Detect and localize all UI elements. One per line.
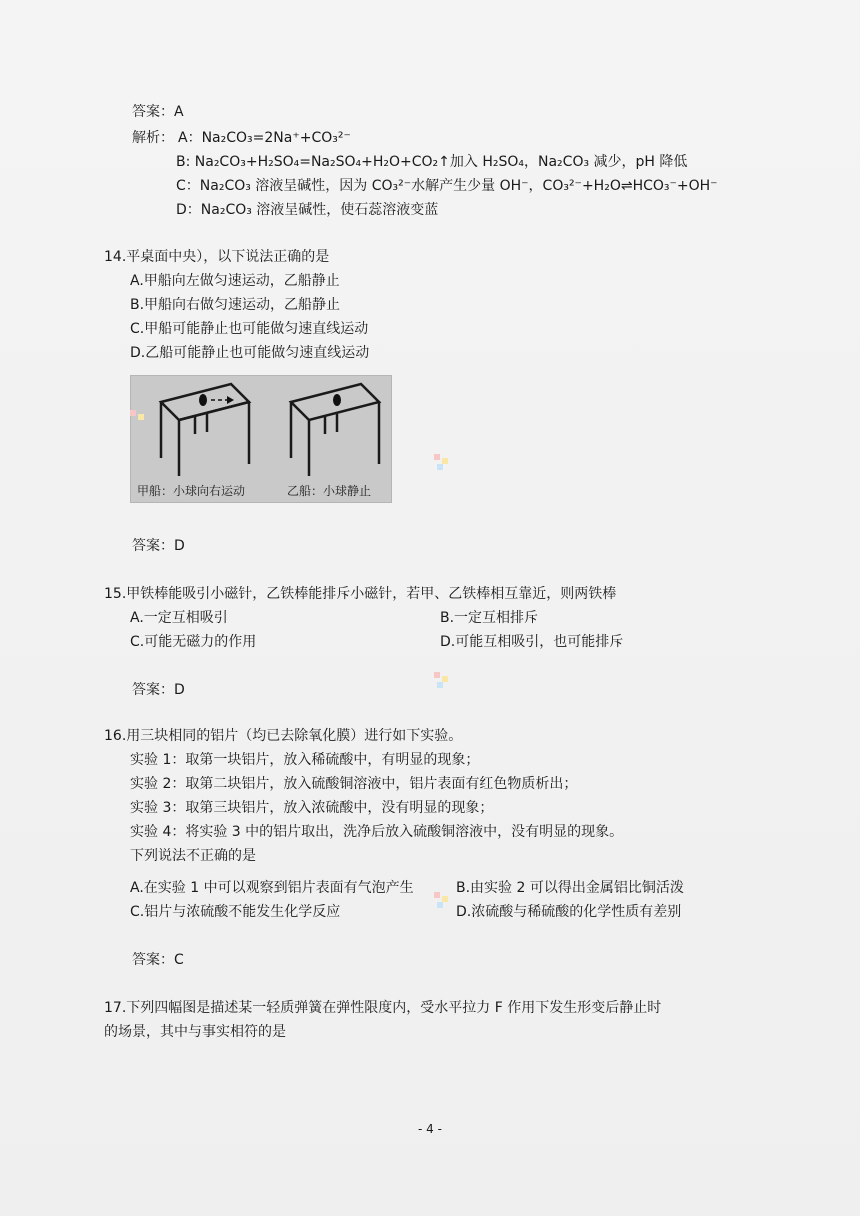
- q16-option-c: C.铝片与浓硫酸不能发生化学反应: [130, 904, 341, 920]
- q13-analysis-b: B: Na₂CO₃+H₂SO₄=Na₂SO₄+H₂O+CO₂↑加入 H₂SO₄，Na₂CO₃ 减少，pH 降低: [176, 154, 688, 170]
- q13-analysis-a: A：Na₂CO₃=2Na⁺+CO₃²⁻: [178, 130, 351, 146]
- q13-analysis-d: D：Na₂CO₃ 溶液呈碱性，使石蕊溶液变蓝: [176, 202, 439, 218]
- q15-option-d: D.可能互相吸引，也可能排斥: [440, 634, 624, 650]
- q15-option-b: B.一定互相排斥: [440, 610, 539, 626]
- q16-experiment-2: 实验 2：取第二块铝片，放入硫酸铜溶液中，铝片表面有红色物质析出；: [130, 776, 578, 792]
- q14-option-a: A.甲船向左做匀速运动，乙船静止: [130, 273, 340, 289]
- q15-stem: 15.甲铁棒能吸引小磁针，乙铁棒能排斥小磁针，若甲、乙铁棒相互靠近，则两铁棒: [104, 586, 617, 602]
- q15-option-a: A.一定互相吸引: [130, 610, 228, 626]
- q14-option-d: D.乙船可能静止也可能做匀速直线运动: [130, 345, 370, 361]
- watermark-speck: [432, 890, 454, 912]
- q14-option-c: C.甲船可能静止也可能做匀速直线运动: [130, 321, 369, 337]
- q17-stem-line2: 的场景，其中与事实相符的是: [104, 1024, 286, 1040]
- q14-figure-caption-left: 甲船：小球向右运动: [137, 484, 246, 498]
- q14-option-b: B.甲船向右做匀速运动，乙船静止: [130, 297, 341, 313]
- q15-option-c: C.可能无磁力的作用: [130, 634, 257, 650]
- q16-option-d: D.浓硫酸与稀硫酸的化学性质有差别: [456, 904, 682, 920]
- page-number: - 4 -: [418, 1122, 442, 1136]
- watermark-speck: [432, 670, 454, 692]
- q14-figure: [130, 375, 392, 503]
- q13-analysis-c: C：Na₂CO₃ 溶液呈碱性，因为 CO₃²⁻水解产生少量 OH⁻，CO₃²⁻+H₂O⇌HCO₃⁻+OH⁻: [176, 178, 718, 194]
- q16-stem: 16.用三块相同的铝片（均已去除氧化膜）进行如下实验。: [104, 728, 463, 744]
- q16-experiment-4: 实验 4：将实验 3 中的铝片取出，洗净后放入硫酸铜溶液中，没有明显的现象。: [130, 824, 624, 840]
- q13-analysis-label: 解析：: [132, 130, 174, 146]
- q13-answer: 答案：A: [132, 104, 184, 120]
- q16-answer: 答案：C: [132, 952, 184, 968]
- q16-prompt: 下列说法不正确的是: [130, 848, 256, 864]
- q14-stem: 14.平桌面中央），以下说法正确的是: [104, 249, 330, 265]
- q14-answer: 答案：D: [132, 538, 185, 554]
- q16-experiment-1: 实验 1：取第一块铝片，放入稀硫酸中，有明显的现象；: [130, 752, 480, 768]
- q16-option-b: B.由实验 2 可以得出金属铝比铜活泼: [456, 880, 684, 896]
- watermark-speck: [128, 408, 150, 430]
- q17-stem-line1: 17.下列四幅图是描述某一轻质弹簧在弹性限度内，受水平拉力 F 作用下发生形变后静止时: [104, 1000, 662, 1016]
- watermark-speck: [432, 452, 454, 474]
- q15-answer: 答案：D: [132, 682, 185, 698]
- q14-figure-caption-right: 乙船：小球静止: [287, 484, 372, 498]
- q16-option-a: A.在实验 1 中可以观察到铝片表面有气泡产生: [130, 880, 414, 896]
- q16-experiment-3: 实验 3：取第三块铝片，放入浓硫酸中，没有明显的现象；: [130, 800, 494, 816]
